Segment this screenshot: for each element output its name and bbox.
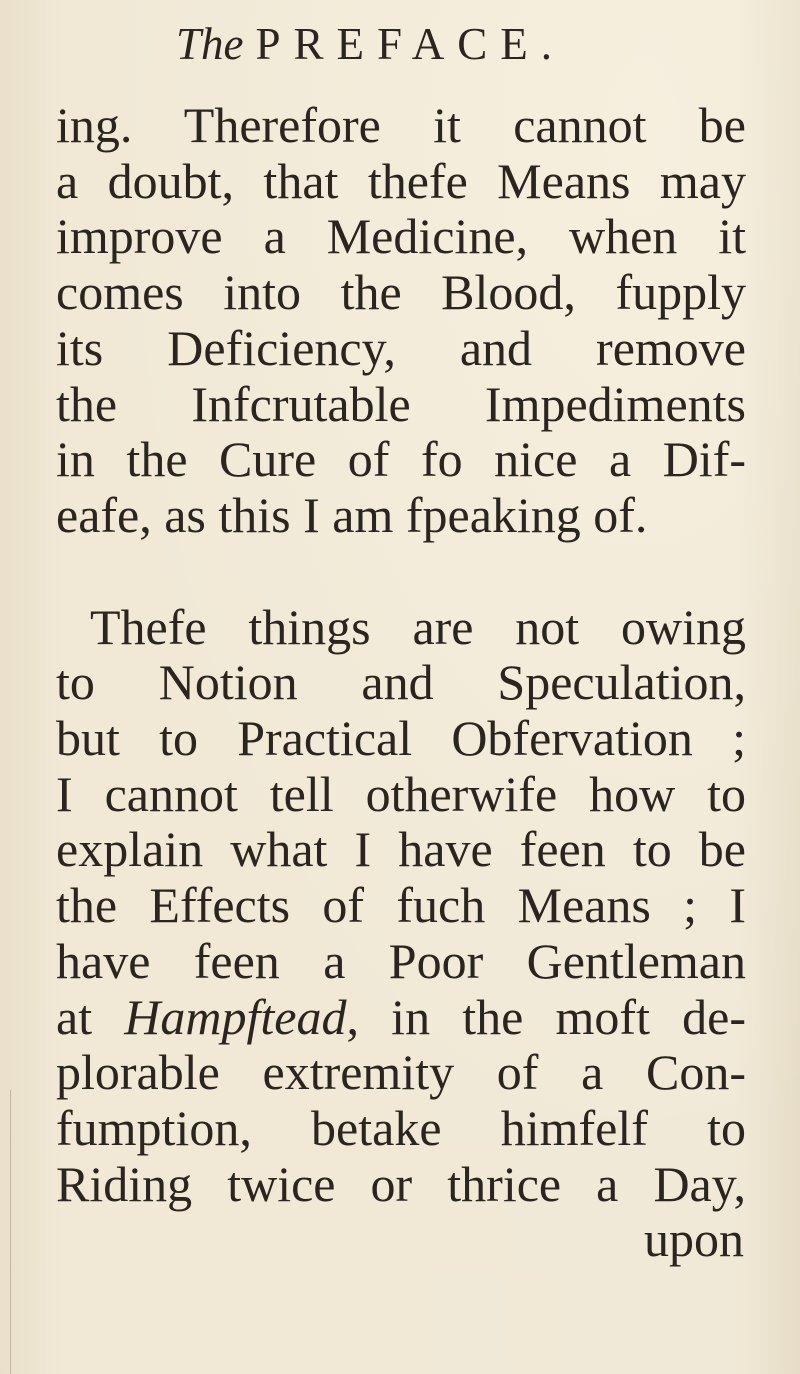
text-line: the Infcrutable Impediments: [56, 375, 746, 432]
text-fragment: , in the moft de-: [346, 988, 746, 1045]
text-fragment: at: [56, 988, 125, 1045]
text-line: comes into the Blood, fupply: [56, 264, 746, 321]
text-line: in the Cure of fo nice a Dif-: [56, 431, 746, 488]
paragraph-1: [56, 98, 746, 544]
text-line: the Effects of fuch Means ; I: [56, 877, 746, 934]
text-line-with-place-name: [56, 990, 746, 1046]
paragraph-break: [56, 544, 746, 600]
text-line: Riding twice or thrice a Day,: [56, 1155, 746, 1212]
running-head-italic: The: [176, 19, 244, 69]
text-line: a doubt, that thefe Means may: [56, 152, 746, 209]
text-line: have feen a Poor Gentleman: [56, 932, 746, 989]
text-line: I cannot tell otherwife how to: [56, 765, 746, 822]
paragraph-2: [56, 600, 746, 1213]
text-line: ing. Therefore it cannot be: [56, 97, 746, 153]
text-line: fumption, betake himfelf to: [56, 1099, 746, 1156]
page-gutter-edge: [10, 1090, 11, 1374]
text-line: explain what I have feen to be: [56, 821, 746, 878]
running-head: [176, 18, 565, 70]
running-head-title: PREFACE.: [255, 19, 565, 69]
text-line: to Notion and Speculation,: [56, 654, 746, 711]
body-text: [56, 98, 746, 1268]
text-line: eafe, as this I am fpeaking of.: [56, 486, 648, 543]
text-line: improve a Medicine, when it: [56, 208, 746, 265]
catchword: upon: [644, 1211, 744, 1268]
text-line: plorable extremity of a Con-: [56, 1044, 746, 1101]
place-name-italic: Hampftead: [124, 988, 347, 1045]
text-line: but to Practical Obfervation ;: [56, 710, 746, 767]
text-line: Thefe things are not owing: [90, 598, 746, 655]
text-line: its Deficiency, and remove: [56, 319, 746, 376]
